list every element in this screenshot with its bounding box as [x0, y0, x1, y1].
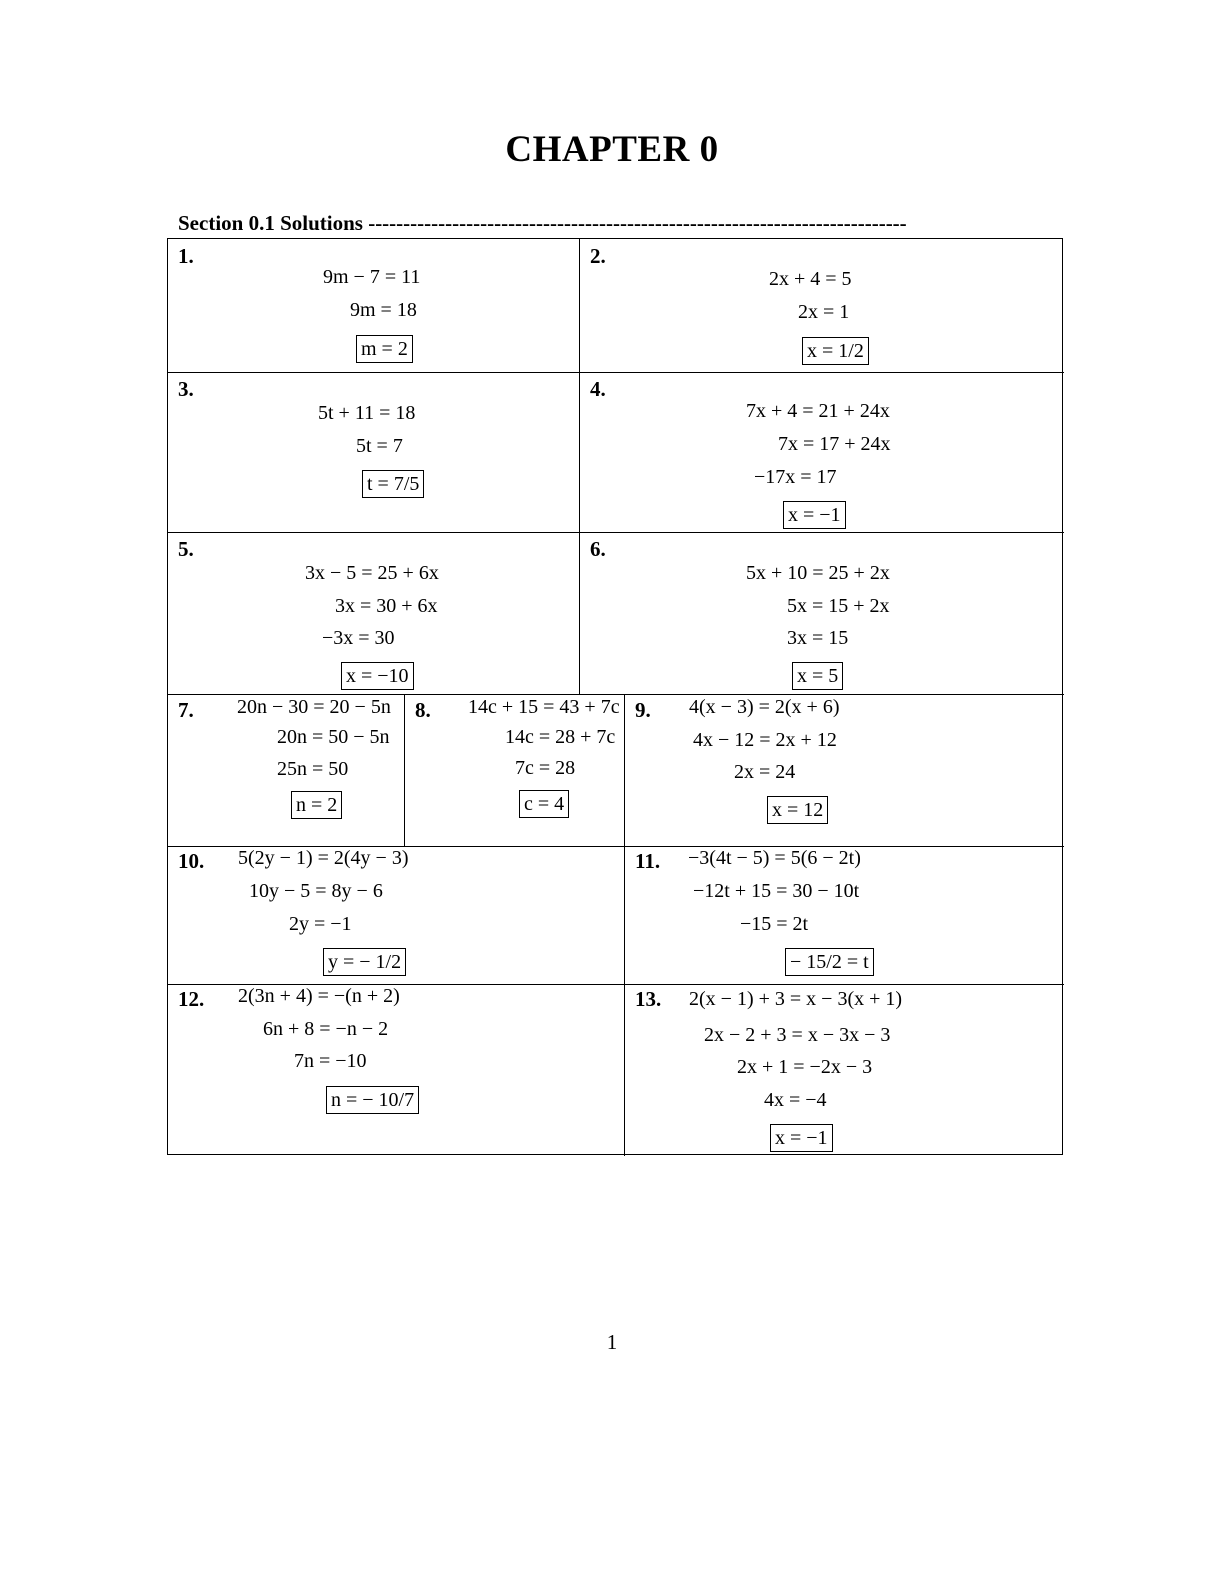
- section-heading: Section 0.1 Solutions -----------------------------------------------------------------------------: [178, 211, 907, 235]
- boxed-answer: t = 7/5: [362, 470, 424, 498]
- equation-step: 10y − 5 = 8y − 6: [249, 880, 383, 902]
- grid-divider: [404, 694, 405, 846]
- boxed-answer: x = −10: [341, 662, 414, 690]
- boxed-answer: n = − 10/7: [326, 1086, 419, 1114]
- equation-step: 2x + 1 = −2x − 3: [737, 1056, 873, 1078]
- problem-number: 2.: [590, 244, 606, 268]
- equation-step: 7x = 17 + 24x: [778, 433, 891, 455]
- equation-step: −15 = 2t: [740, 913, 809, 935]
- equation-step: 3x = 15: [787, 627, 849, 649]
- boxed-answer: x = −1: [783, 501, 846, 529]
- equation-step: 2x − 2 + 3 = x − 3x − 3: [704, 1024, 891, 1046]
- grid-divider: [168, 372, 1064, 373]
- problem-number: 3.: [178, 377, 194, 401]
- problem-number: 11.: [635, 849, 661, 873]
- equation-step: 3x − 5 = 25 + 6x: [305, 562, 439, 584]
- equation-step: 25n = 50: [277, 758, 349, 780]
- equation-step: 6n + 8 = −n − 2: [263, 1018, 389, 1040]
- equation-step: −17x = 17: [754, 466, 837, 488]
- problem-number: 6.: [590, 537, 606, 561]
- boxed-answer: n = 2: [291, 791, 342, 819]
- boxed-answer: c = 4: [519, 790, 569, 818]
- grid-divider: [624, 694, 625, 1156]
- solutions-grid: [167, 238, 1063, 1155]
- equation-step: 2x + 4 = 5: [769, 268, 852, 290]
- grid-divider: [579, 239, 580, 694]
- problem-number: 12.: [178, 987, 205, 1011]
- chapter-title: CHAPTER 0: [505, 129, 719, 170]
- boxed-answer: x = 12: [767, 796, 828, 824]
- boxed-answer: x = 5: [792, 662, 843, 690]
- grid-divider: [168, 532, 1064, 533]
- boxed-answer: y = − 1/2: [323, 948, 406, 976]
- problem-number: 13.: [635, 987, 662, 1011]
- page-number: 1: [606, 1330, 618, 1354]
- boxed-answer: x = 1/2: [802, 337, 869, 365]
- equation-step: 5t = 7: [356, 435, 403, 457]
- equation-step: 7x + 4 = 21 + 24x: [746, 400, 890, 422]
- problem-number: 4.: [590, 377, 606, 401]
- equation-step: 2(x − 1) + 3 = x − 3(x + 1): [689, 988, 903, 1010]
- equation-step: 7c = 28: [515, 757, 576, 779]
- problem-number: 8.: [415, 698, 431, 722]
- equation-step: 2x = 24: [734, 761, 796, 783]
- equation-step: 20n − 30 = 20 − 5n: [237, 696, 391, 718]
- equation-step: 2y = −1: [289, 913, 352, 935]
- equation-step: 5x + 10 = 25 + 2x: [746, 562, 890, 584]
- problem-number: 9.: [635, 698, 651, 722]
- equation-step: 5x = 15 + 2x: [787, 595, 890, 617]
- equation-step: 5t + 11 = 18: [318, 402, 416, 424]
- equation-step: −12t + 15 = 30 − 10t: [693, 880, 860, 902]
- equation-step: 20n = 50 − 5n: [277, 726, 390, 748]
- boxed-answer: x = −1: [770, 1124, 833, 1152]
- equation-step: 14c = 28 + 7c: [505, 726, 616, 748]
- equation-step: 7n = −10: [294, 1050, 367, 1072]
- boxed-answer: − 15/2 = t: [785, 948, 874, 976]
- equation-step: 9m = 18: [350, 299, 417, 321]
- equation-step: −3(4t − 5) = 5(6 − 2t): [688, 847, 861, 869]
- grid-divider: [168, 694, 1064, 695]
- problem-number: 1.: [178, 244, 194, 268]
- problem-number: 7.: [178, 698, 194, 722]
- equation-step: 3x = 30 + 6x: [335, 595, 438, 617]
- problem-number: 10.: [178, 849, 205, 873]
- equation-step: 5(2y − 1) = 2(4y − 3): [238, 847, 409, 869]
- equation-step: 2(3n + 4) = −(n + 2): [238, 985, 400, 1007]
- problem-number: 5.: [178, 537, 194, 561]
- equation-step: −3x = 30: [322, 627, 395, 649]
- equation-step: 4x = −4: [764, 1089, 827, 1111]
- equation-step: 2x = 1: [798, 301, 850, 323]
- equation-step: 4(x − 3) = 2(x + 6): [689, 696, 840, 718]
- boxed-answer: m = 2: [356, 335, 413, 363]
- equation-step: 4x − 12 = 2x + 12: [693, 729, 837, 751]
- equation-step: 9m − 7 = 11: [323, 266, 421, 288]
- equation-step: 14c + 15 = 43 + 7c: [468, 696, 620, 718]
